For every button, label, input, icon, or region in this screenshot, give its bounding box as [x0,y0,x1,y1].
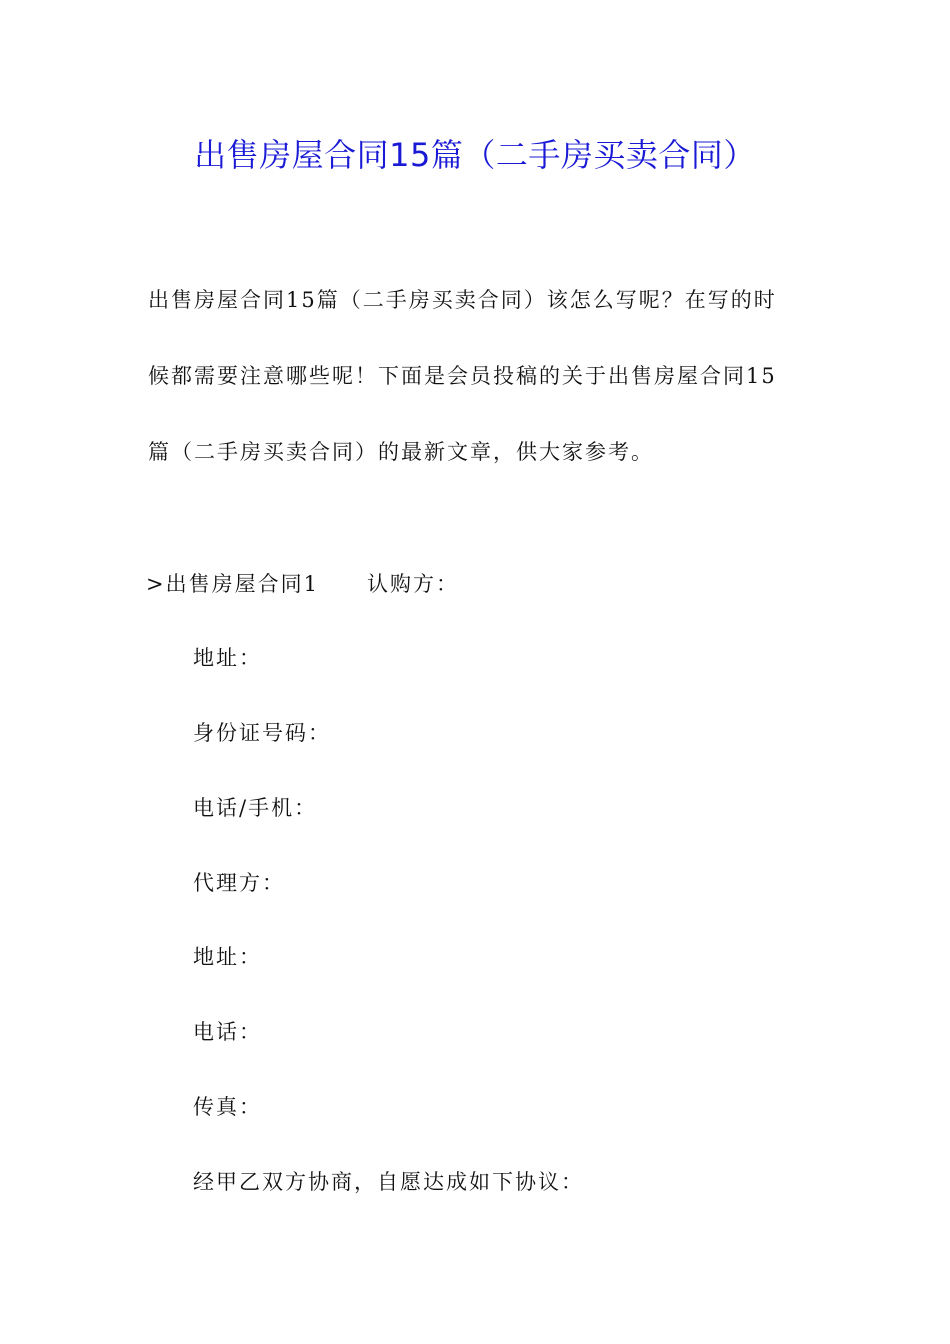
buyer-label: 认购方： [366,572,459,596]
section-heading-row [146,564,459,604]
field-agent: 代理方： [193,871,285,895]
field-address: 地址： [193,646,262,670]
document-title: 出售房屋合同15篇（二手房买卖合同） [194,136,756,174]
intro-line: 篇（二手房买卖合同）的最新文章，供大家参考。 [148,440,654,464]
field-agent-phone: 电话： [193,1020,262,1044]
intro-line: 候都需要注意哪些呢！下面是会员投稿的关于出售房屋合同15 [148,364,777,388]
field-id-number: 身份证号码： [193,721,331,745]
field-phone-mobile: 电话/手机： [193,796,318,820]
intro-line: 出售房屋合同15篇（二手房买卖合同）该怎么写呢？在写的时 [148,288,777,312]
field-agent-address: 地址： [193,945,262,969]
intro-paragraph [148,262,818,490]
field-fax: 传真： [193,1095,262,1119]
section-heading: >出售房屋合同1 [146,572,319,596]
agreement-statement: 经甲乙双方协商，自愿达成如下协议： [193,1170,584,1194]
